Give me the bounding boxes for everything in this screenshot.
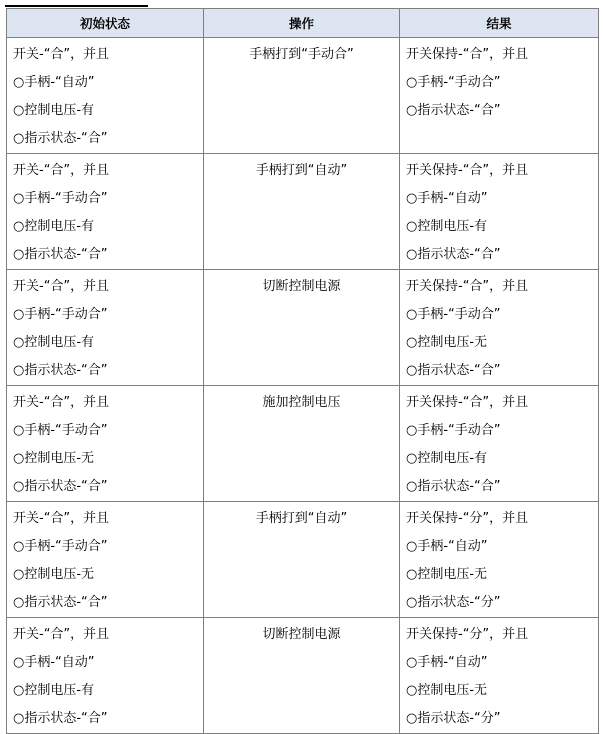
result-cell-line: ○指示状态-“分” bbox=[406, 711, 501, 726]
initial-state-cell-line: ○指示状态-“合” bbox=[13, 711, 108, 726]
result-cell-line: ○手柄-“手动合” bbox=[406, 75, 501, 90]
initial-state-cell-line: 开关-“合”，并且 bbox=[13, 511, 110, 526]
header-operation: 操作 bbox=[204, 9, 400, 38]
top-rule bbox=[5, 5, 148, 7]
operation-cell-line: 手柄打到“自动” bbox=[255, 511, 348, 526]
result-cell bbox=[400, 502, 599, 618]
operation-cell-line: 切断控制电源 bbox=[262, 627, 341, 642]
result-cell-line: ○指示状态-“合” bbox=[406, 363, 501, 378]
result-cell-lines bbox=[400, 38, 598, 125]
operation-cell bbox=[204, 502, 400, 618]
initial-state-cell-line: ○手柄-“自动” bbox=[13, 75, 95, 90]
initial-state-cell-lines bbox=[7, 386, 203, 501]
initial-state-cell-line: ○手柄-“手动合” bbox=[13, 307, 108, 322]
table-row bbox=[7, 154, 599, 270]
result-cell-line: ○手柄-“手动合” bbox=[406, 307, 501, 322]
table-row bbox=[7, 618, 599, 734]
operation-cell bbox=[204, 618, 400, 734]
initial-state-cell-line: 开关-“合”，并且 bbox=[13, 163, 110, 178]
initial-state-cell-line: 开关-“合”，并且 bbox=[13, 279, 110, 294]
table-row bbox=[7, 270, 599, 386]
state-operation-table bbox=[6, 8, 599, 734]
header-initial-state: 初始状态 bbox=[7, 9, 204, 38]
initial-state-cell-line: ○控制电压-有 bbox=[13, 103, 95, 118]
operation-cell-lines bbox=[204, 154, 399, 185]
result-cell bbox=[400, 618, 599, 734]
operation-cell-line: 手柄打到“手动合” bbox=[249, 47, 354, 62]
initial-state-cell-line: 开关-“合”，并且 bbox=[13, 627, 110, 642]
initial-state-cell-line: ○指示状态-“合” bbox=[13, 247, 108, 262]
initial-state-cell-line: ○指示状态-“合” bbox=[13, 479, 108, 494]
result-cell-line: ○指示状态-“合” bbox=[406, 247, 501, 262]
initial-state-cell-line: ○控制电压-有 bbox=[13, 335, 95, 350]
operation-cell-lines bbox=[204, 386, 399, 417]
initial-state-cell-lines bbox=[7, 270, 203, 385]
header-row bbox=[7, 9, 599, 38]
initial-state-cell-line: ○手柄-“手动合” bbox=[13, 191, 108, 206]
table-body bbox=[7, 38, 599, 734]
result-cell-line: 开关保持-“分”，并且 bbox=[406, 511, 529, 526]
initial-state-cell-line: ○控制电压-有 bbox=[13, 683, 95, 698]
initial-state-cell-line: 开关-“合”，并且 bbox=[13, 47, 110, 62]
result-cell bbox=[400, 386, 599, 502]
initial-state-cell bbox=[7, 38, 204, 154]
operation-cell-lines bbox=[204, 618, 399, 649]
result-cell-line: ○手柄-“手动合” bbox=[406, 423, 501, 438]
result-cell-line: 开关保持-“分”，并且 bbox=[406, 627, 529, 642]
operation-cell bbox=[204, 38, 400, 154]
initial-state-cell-line: ○指示状态-“合” bbox=[13, 131, 108, 146]
result-cell-line: 开关保持-“合”，并且 bbox=[406, 163, 529, 178]
initial-state-cell-lines bbox=[7, 618, 203, 733]
operation-cell-lines bbox=[204, 502, 399, 533]
result-cell-line: ○控制电压-无 bbox=[406, 335, 488, 350]
result-cell-line: ○指示状态-“合” bbox=[406, 103, 501, 118]
result-cell-lines bbox=[400, 154, 598, 269]
initial-state-cell-lines bbox=[7, 38, 203, 153]
table-row bbox=[7, 502, 599, 618]
result-cell-line: 开关保持-“合”，并且 bbox=[406, 47, 529, 62]
result-cell-line: ○控制电压-有 bbox=[406, 451, 488, 466]
result-cell-line: ○手柄-“自动” bbox=[406, 655, 488, 670]
initial-state-cell bbox=[7, 270, 204, 386]
result-cell bbox=[400, 38, 599, 154]
operation-cell bbox=[204, 270, 400, 386]
initial-state-cell-line: 开关-“合”，并且 bbox=[13, 395, 110, 410]
header-result: 结果 bbox=[400, 9, 599, 38]
initial-state-cell-line: ○手柄-“手动合” bbox=[13, 539, 108, 554]
initial-state-cell bbox=[7, 502, 204, 618]
initial-state-cell-line: ○指示状态-“合” bbox=[13, 363, 108, 378]
result-cell bbox=[400, 270, 599, 386]
initial-state-cell-line: ○手柄-“自动” bbox=[13, 655, 95, 670]
result-cell-lines bbox=[400, 618, 598, 733]
result-cell-line: ○手柄-“自动” bbox=[406, 191, 488, 206]
result-cell-lines bbox=[400, 386, 598, 501]
result-cell-line: ○控制电压-无 bbox=[406, 567, 488, 582]
result-cell-lines bbox=[400, 270, 598, 385]
initial-state-cell-line: ○控制电压-无 bbox=[13, 567, 95, 582]
initial-state-cell-line: ○控制电压-无 bbox=[13, 451, 95, 466]
operation-cell-lines bbox=[204, 38, 399, 69]
result-cell-line: ○控制电压-有 bbox=[406, 219, 488, 234]
initial-state-cell bbox=[7, 154, 204, 270]
initial-state-cell-line: ○手柄-“手动合” bbox=[13, 423, 108, 438]
result-cell-line: ○手柄-“自动” bbox=[406, 539, 488, 554]
result-cell bbox=[400, 154, 599, 270]
operation-cell-lines bbox=[204, 270, 399, 301]
operation-cell bbox=[204, 154, 400, 270]
result-cell-line: 开关保持-“合”，并且 bbox=[406, 395, 529, 410]
operation-cell-line: 施加控制电压 bbox=[262, 395, 341, 410]
result-cell-line: ○指示状态-“合” bbox=[406, 479, 501, 494]
initial-state-cell-line: ○控制电压-有 bbox=[13, 219, 95, 234]
operation-cell-line: 切断控制电源 bbox=[262, 279, 341, 294]
table-row bbox=[7, 38, 599, 154]
result-cell-lines bbox=[400, 502, 598, 617]
initial-state-cell-line: ○指示状态-“合” bbox=[13, 595, 108, 610]
initial-state-cell-lines bbox=[7, 502, 203, 617]
result-cell-line: ○指示状态-“分” bbox=[406, 595, 501, 610]
operation-cell-line: 手柄打到“自动” bbox=[255, 163, 348, 178]
operation-cell bbox=[204, 386, 400, 502]
table-row bbox=[7, 386, 599, 502]
result-cell-line: ○控制电压-无 bbox=[406, 683, 488, 698]
initial-state-cell-lines bbox=[7, 154, 203, 269]
initial-state-cell bbox=[7, 618, 204, 734]
result-cell-line: 开关保持-“合”，并且 bbox=[406, 279, 529, 294]
initial-state-cell bbox=[7, 386, 204, 502]
